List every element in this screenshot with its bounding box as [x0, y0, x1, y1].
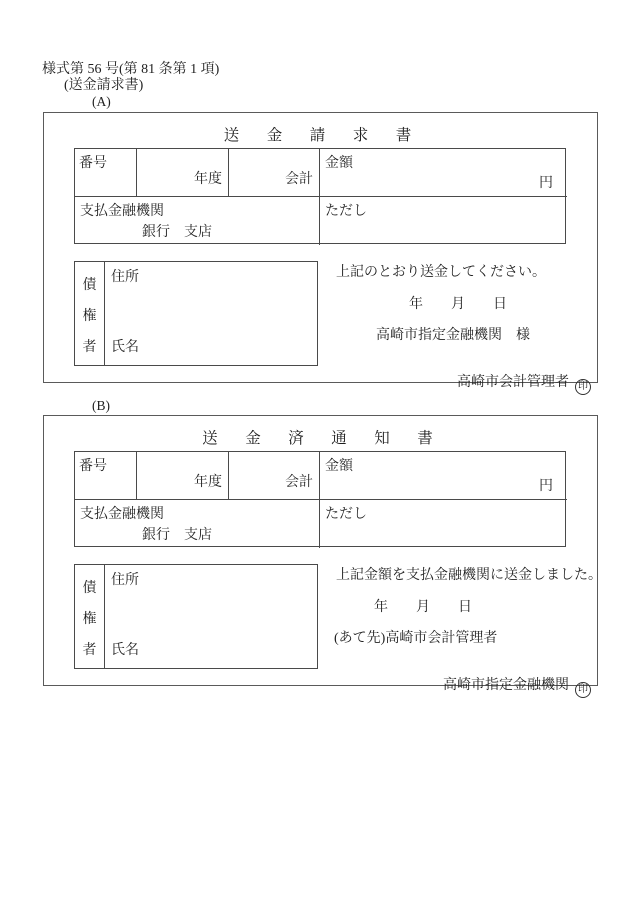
form-number-heading: 様式第 56 号(第 81 条第 1 項) [42, 62, 220, 77]
form-b-title: 送 金 済 通 知 書 [202, 430, 439, 447]
notice-text: 上記金額を支払金融機関に送金しました。 [336, 568, 602, 583]
date-line: 年 月 日 [409, 297, 507, 312]
paying-institution-cell [75, 500, 320, 548]
number-label: 番号 [79, 156, 107, 171]
proviso-cell [320, 500, 567, 548]
recipient-line: 高崎市指定金融機関 様 [376, 328, 530, 343]
proviso-label: ただし [325, 507, 367, 522]
paying-institution-label: 支払金融機関 [80, 204, 164, 219]
fiscal-year-label: 年度 [194, 474, 222, 490]
issuer-name: 高崎市会計管理者 [457, 375, 569, 390]
seal-icon [575, 379, 591, 395]
name-label: 氏名 [111, 340, 139, 355]
creditor-vertical-label [75, 262, 105, 365]
section-label-b: (B) [92, 398, 110, 413]
creditor-char-1: 債 [82, 581, 97, 596]
currency-label: 円 [539, 479, 553, 494]
number-label-cell [75, 452, 137, 500]
notice-text: 上記のとおり送金してください。 [336, 265, 546, 280]
creditor-fields [105, 565, 317, 668]
bank-branch-label: 銀行 支店 [142, 528, 212, 543]
creditor-char-3: 者 [82, 643, 97, 658]
name-label: 氏名 [111, 643, 139, 658]
form-b-header-table [74, 451, 566, 547]
issuer-line [331, 355, 599, 411]
paying-institution-cell [75, 197, 320, 245]
fiscal-year-label: 年度 [194, 171, 222, 187]
amount-cell [320, 149, 567, 197]
creditor-char-2: 権 [82, 612, 97, 627]
currency-label: 円 [539, 176, 553, 191]
addressee-line: (あて先)高崎市会計管理者 [334, 631, 498, 646]
issuer-line [331, 658, 599, 714]
form-a-header-table [74, 148, 566, 244]
number-label: 番号 [79, 459, 107, 474]
account-label: 会計 [285, 474, 313, 490]
form-name-heading: (送金請求書) [64, 78, 144, 93]
bank-branch-label: 銀行 支店 [142, 225, 212, 240]
creditor-char-3: 者 [82, 340, 97, 355]
remittance-request-form [43, 112, 598, 392]
amount-cell [320, 452, 567, 500]
date-line: 年 月 日 [374, 600, 472, 615]
creditor-box [74, 261, 318, 366]
issuer-name: 高崎市指定金融機関 [443, 678, 569, 693]
form-a-title: 送 金 請 求 書 [223, 127, 418, 144]
fiscal-year-cell [137, 452, 229, 500]
creditor-char-2: 権 [82, 309, 97, 324]
remittance-completed-notice-form [43, 415, 602, 695]
seal-character: 印 [578, 381, 588, 392]
seal-character: 印 [578, 684, 588, 695]
number-label-cell [75, 149, 137, 197]
fiscal-year-cell [137, 149, 229, 197]
address-label: 住所 [111, 270, 139, 285]
section-label-a: (A) [92, 94, 111, 109]
proviso-label: ただし [325, 204, 367, 219]
seal-icon [575, 682, 591, 698]
proviso-cell [320, 197, 567, 245]
creditor-vertical-label [75, 565, 105, 668]
creditor-box [74, 564, 318, 669]
amount-label: 金額 [325, 156, 353, 171]
amount-label: 金額 [325, 459, 353, 474]
account-label: 会計 [285, 171, 313, 187]
account-cell [229, 452, 320, 500]
paying-institution-label: 支払金融機関 [80, 507, 164, 522]
address-label: 住所 [111, 573, 139, 588]
creditor-fields [105, 262, 317, 365]
creditor-char-1: 債 [82, 278, 97, 293]
account-cell [229, 149, 320, 197]
